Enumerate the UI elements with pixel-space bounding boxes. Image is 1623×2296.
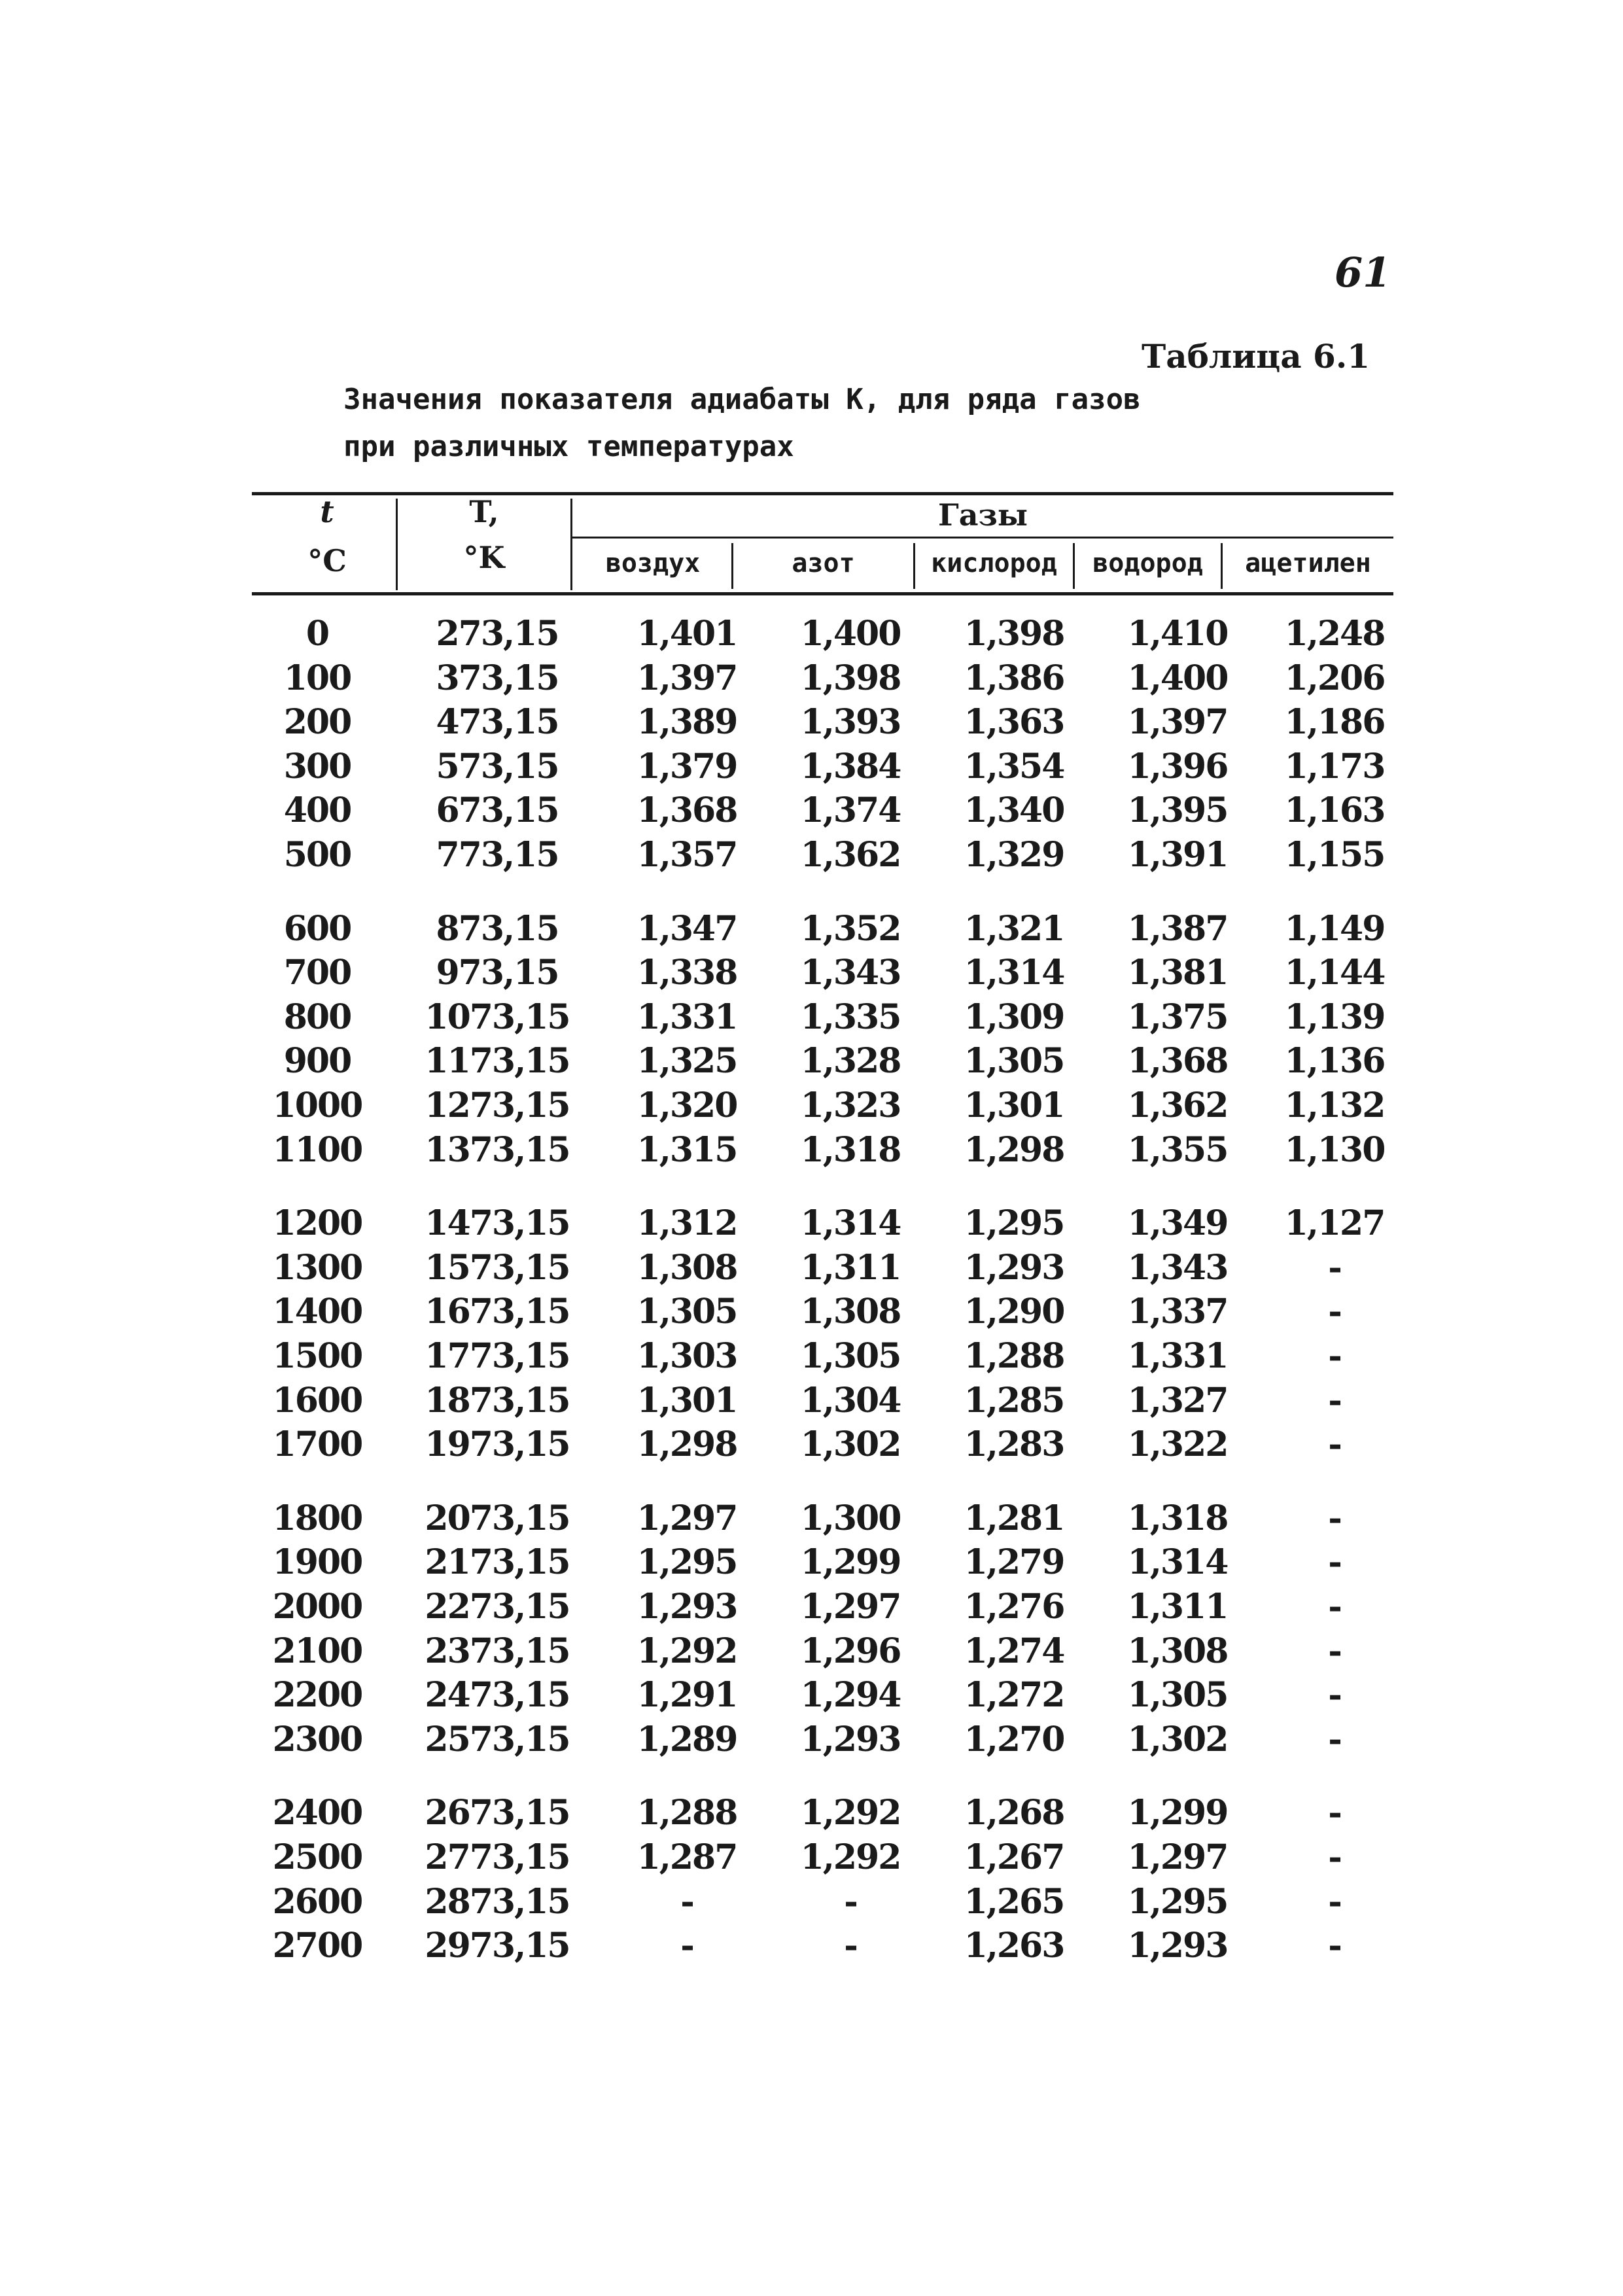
cell-acetylene: 1,127 xyxy=(1284,1203,1385,1244)
cell-air: 1,389 xyxy=(637,702,737,743)
table-row xyxy=(249,1631,1400,1676)
cell-t: 500 xyxy=(283,835,351,875)
table-row xyxy=(249,747,1400,791)
cell-oxygen: 1,398 xyxy=(964,614,1064,654)
header-gas-o2: кислород xyxy=(931,548,1057,578)
table-row xyxy=(249,658,1400,703)
cell-hydrogen: 1,368 xyxy=(1127,1041,1228,1082)
cell-nitrogen: 1,323 xyxy=(800,1086,901,1125)
cell-t: 300 xyxy=(283,746,351,786)
cell-acetylene: - xyxy=(1328,1837,1341,1877)
cell-t: 2400 xyxy=(272,1793,362,1833)
cell-acetylene: - xyxy=(1328,1587,1341,1627)
cell-oxygen: 1,268 xyxy=(964,1793,1064,1833)
cell-t: 400 xyxy=(283,790,351,831)
cell-hydrogen: 1,375 xyxy=(1127,997,1228,1037)
cell-nitrogen: - xyxy=(844,1881,857,1922)
cell-t: 1300 xyxy=(272,1247,362,1288)
cell-hydrogen: 1,355 xyxy=(1127,1129,1228,1170)
cell-T: 2973,15 xyxy=(425,1926,570,1966)
header-gas-c2h2: ацетилен xyxy=(1245,548,1371,578)
cell-air: 1,397 xyxy=(637,658,737,698)
table-row xyxy=(249,1587,1400,1631)
cell-acetylene: 1,173 xyxy=(1284,746,1385,786)
cell-acetylene: - xyxy=(1328,1247,1341,1288)
cell-t: 1400 xyxy=(272,1292,362,1332)
cell-T: 2373,15 xyxy=(425,1631,570,1671)
cell-air: 1,315 xyxy=(637,1129,737,1170)
cell-hydrogen: 1,311 xyxy=(1127,1587,1228,1627)
cell-oxygen: 1,305 xyxy=(964,1041,1064,1082)
cell-acetylene: 1,136 xyxy=(1284,1041,1385,1082)
cell-t: 2500 xyxy=(272,1837,362,1877)
table-row xyxy=(249,1498,1400,1543)
cell-oxygen: 1,340 xyxy=(964,790,1064,831)
cell-T: 2773,15 xyxy=(425,1837,570,1877)
cell-oxygen: 1,267 xyxy=(964,1837,1064,1877)
cell-oxygen: 1,270 xyxy=(964,1719,1064,1759)
cell-oxygen: 1,281 xyxy=(964,1498,1064,1538)
cell-air: 1,357 xyxy=(637,835,737,875)
cell-t: 2100 xyxy=(272,1631,362,1671)
cell-oxygen: 1,298 xyxy=(964,1129,1064,1170)
cell-oxygen: 1,279 xyxy=(964,1542,1064,1583)
cell-hydrogen: 1,381 xyxy=(1127,953,1228,993)
cell-t: 2700 xyxy=(272,1926,362,1966)
cell-hydrogen: 1,396 xyxy=(1127,746,1228,786)
header-gas-h2: водород xyxy=(1092,548,1203,578)
cell-oxygen: 1,321 xyxy=(964,908,1064,949)
cell-nitrogen: 1,352 xyxy=(800,908,901,949)
cell-acetylene: - xyxy=(1328,1926,1341,1966)
cell-nitrogen: 1,292 xyxy=(800,1837,901,1877)
cell-hydrogen: 1,302 xyxy=(1127,1719,1228,1759)
cell-hydrogen: 1,305 xyxy=(1127,1675,1228,1716)
cell-T: 2573,15 xyxy=(425,1719,570,1759)
cell-T: 1273,15 xyxy=(425,1086,570,1125)
header-T-symbol: T, xyxy=(469,494,499,529)
cell-nitrogen: 1,335 xyxy=(800,997,901,1037)
cell-air: 1,368 xyxy=(637,790,737,831)
cell-acetylene: - xyxy=(1328,1380,1341,1421)
table-row xyxy=(249,1292,1400,1336)
cell-hydrogen: 1,293 xyxy=(1127,1926,1228,1966)
cell-nitrogen: 1,299 xyxy=(800,1542,901,1583)
cell-t: 2300 xyxy=(272,1719,362,1759)
cell-oxygen: 1,329 xyxy=(964,835,1064,875)
table-row xyxy=(249,614,1400,658)
cell-air: 1,320 xyxy=(637,1086,737,1125)
cell-acetylene: 1,139 xyxy=(1284,997,1385,1037)
cell-hydrogen: 1,299 xyxy=(1127,1793,1228,1833)
cell-nitrogen: 1,343 xyxy=(800,953,901,993)
cell-nitrogen: 1,302 xyxy=(800,1424,901,1465)
cell-hydrogen: 1,322 xyxy=(1127,1424,1228,1465)
table-row xyxy=(249,1336,1400,1381)
header-gas-air: воздух xyxy=(605,548,701,578)
cell-oxygen: 1,263 xyxy=(964,1926,1064,1966)
cell-hydrogen: 1,410 xyxy=(1127,614,1228,654)
table-row xyxy=(249,909,1400,953)
cell-air: 1,292 xyxy=(637,1631,737,1671)
cell-hydrogen: 1,297 xyxy=(1127,1837,1228,1877)
cell-air: 1,331 xyxy=(637,997,737,1037)
cell-T: 1673,15 xyxy=(425,1292,570,1332)
cell-air: 1,293 xyxy=(637,1587,737,1627)
cell-acetylene: - xyxy=(1328,1542,1341,1583)
header-gases-group: Газы xyxy=(937,497,1028,533)
cell-t: 700 xyxy=(283,953,351,993)
cell-air: 1,401 xyxy=(637,614,737,654)
cell-acetylene: 1,186 xyxy=(1284,702,1385,743)
cell-nitrogen: 1,318 xyxy=(800,1129,901,1170)
cell-T: 1173,15 xyxy=(425,1041,570,1082)
cell-nitrogen: 1,304 xyxy=(800,1380,901,1421)
cell-t: 900 xyxy=(283,1041,351,1082)
cell-oxygen: 1,301 xyxy=(964,1086,1064,1125)
table-row xyxy=(249,1203,1400,1248)
cell-nitrogen: 1,362 xyxy=(800,835,901,875)
cell-t: 800 xyxy=(283,997,351,1037)
cell-t: 2200 xyxy=(272,1675,362,1716)
cell-oxygen: 1,290 xyxy=(964,1292,1064,1332)
cell-acetylene: 1,163 xyxy=(1284,790,1385,831)
cell-air: 1,347 xyxy=(637,908,737,949)
cell-nitrogen: 1,311 xyxy=(800,1247,901,1288)
table-caption: Значения показателя адиабаты К, для ряда газов при различных температурах xyxy=(343,383,1141,463)
cell-t: 200 xyxy=(283,702,351,743)
cell-air: 1,379 xyxy=(637,746,737,786)
table-row xyxy=(249,1926,1400,1970)
cell-oxygen: 1,295 xyxy=(964,1203,1064,1244)
cell-air: 1,308 xyxy=(637,1247,737,1288)
cell-air: 1,303 xyxy=(637,1336,737,1376)
table-row xyxy=(249,1837,1400,1882)
cell-oxygen: 1,363 xyxy=(964,702,1064,743)
cell-T: 1973,15 xyxy=(425,1424,570,1465)
cell-air: 1,305 xyxy=(637,1292,737,1332)
cell-T: 2673,15 xyxy=(425,1793,570,1833)
cell-acetylene: - xyxy=(1328,1424,1341,1465)
cell-t: 600 xyxy=(283,908,351,949)
table-row xyxy=(249,790,1400,835)
cell-nitrogen: 1,314 xyxy=(800,1203,901,1244)
cell-t: 1900 xyxy=(272,1542,362,1583)
cell-acetylene: - xyxy=(1328,1675,1341,1716)
header-T-unit: °K xyxy=(463,540,505,575)
cell-T: 673,15 xyxy=(436,790,559,831)
cell-acetylene: - xyxy=(1328,1498,1341,1538)
cell-acetylene: 1,248 xyxy=(1284,614,1385,654)
cell-t: 100 xyxy=(283,658,351,698)
cell-nitrogen: 1,297 xyxy=(800,1587,901,1627)
page-number: 61 xyxy=(1335,249,1391,296)
cell-T: 2473,15 xyxy=(425,1675,570,1716)
cell-oxygen: 1,288 xyxy=(964,1336,1064,1376)
cell-hydrogen: 1,362 xyxy=(1127,1086,1228,1125)
cell-T: 973,15 xyxy=(436,953,559,993)
cell-air: 1,295 xyxy=(637,1542,737,1583)
cell-nitrogen: 1,398 xyxy=(800,658,901,698)
cell-t: 1800 xyxy=(272,1498,362,1538)
header-gas-n2: азот xyxy=(792,548,855,578)
cell-acetylene: - xyxy=(1328,1881,1341,1922)
cell-nitrogen: - xyxy=(844,1926,857,1966)
cell-nitrogen: 1,400 xyxy=(800,614,901,654)
table-row xyxy=(249,1086,1400,1130)
cell-acetylene: 1,206 xyxy=(1284,658,1385,698)
cell-T: 773,15 xyxy=(436,835,559,875)
cell-acetylene: - xyxy=(1328,1793,1341,1833)
cell-oxygen: 1,309 xyxy=(964,997,1064,1037)
gases-underline xyxy=(572,537,1393,539)
cell-hydrogen: 1,314 xyxy=(1127,1542,1228,1583)
cell-hydrogen: 1,337 xyxy=(1127,1292,1228,1332)
cell-oxygen: 1,276 xyxy=(964,1587,1064,1627)
cell-nitrogen: 1,328 xyxy=(800,1041,901,1082)
cell-T: 573,15 xyxy=(436,746,559,786)
header-sep-t xyxy=(396,499,398,590)
cell-acetylene: 1,132 xyxy=(1284,1086,1385,1125)
cell-hydrogen: 1,308 xyxy=(1127,1631,1228,1671)
cell-T: 2173,15 xyxy=(425,1542,570,1583)
cell-hydrogen: 1,387 xyxy=(1127,908,1228,949)
cell-nitrogen: 1,300 xyxy=(800,1498,901,1538)
cell-T: 473,15 xyxy=(436,702,559,743)
cell-hydrogen: 1,295 xyxy=(1127,1881,1228,1922)
table-row xyxy=(249,997,1400,1042)
cell-oxygen: 1,283 xyxy=(964,1424,1064,1465)
cell-air: 1,325 xyxy=(637,1041,737,1082)
cell-t: 1700 xyxy=(272,1424,362,1465)
table-row xyxy=(249,1882,1400,1926)
cell-T: 1573,15 xyxy=(425,1247,570,1288)
cell-nitrogen: 1,296 xyxy=(800,1631,901,1671)
table-row xyxy=(249,1675,1400,1720)
cell-oxygen: 1,314 xyxy=(964,953,1064,993)
table-row xyxy=(249,1381,1400,1425)
cell-hydrogen: 1,318 xyxy=(1127,1498,1228,1538)
cell-T: 273,15 xyxy=(436,614,559,654)
cell-oxygen: 1,272 xyxy=(964,1675,1064,1716)
cell-t: 1600 xyxy=(272,1380,362,1421)
cell-acetylene: 1,144 xyxy=(1284,953,1385,993)
cell-acetylene: - xyxy=(1328,1292,1341,1332)
cell-hydrogen: 1,400 xyxy=(1127,658,1228,698)
cell-air: 1,287 xyxy=(637,1837,737,1877)
cell-acetylene: - xyxy=(1328,1719,1341,1759)
cell-t: 1000 xyxy=(272,1086,362,1125)
cell-acetylene: 1,130 xyxy=(1284,1129,1385,1170)
cell-oxygen: 1,354 xyxy=(964,746,1064,786)
table-row xyxy=(249,835,1400,879)
cell-nitrogen: 1,308 xyxy=(800,1292,901,1332)
cell-air: 1,312 xyxy=(637,1203,737,1244)
header-t-unit: °C xyxy=(307,543,347,578)
table-row xyxy=(249,702,1400,747)
cell-t: 0 xyxy=(305,614,329,654)
cell-hydrogen: 1,327 xyxy=(1127,1380,1228,1421)
cell-nitrogen: 1,292 xyxy=(800,1793,901,1833)
cell-acetylene: - xyxy=(1328,1631,1341,1671)
cell-T: 1773,15 xyxy=(425,1336,570,1376)
cell-t: 1100 xyxy=(272,1129,362,1170)
cell-T: 2873,15 xyxy=(425,1881,570,1922)
cell-T: 2073,15 xyxy=(425,1498,570,1538)
cell-oxygen: 1,293 xyxy=(964,1247,1064,1288)
cell-t: 1500 xyxy=(272,1336,362,1376)
cell-t: 2600 xyxy=(272,1881,362,1922)
table-row xyxy=(249,1793,1400,1837)
cell-hydrogen: 1,391 xyxy=(1127,835,1228,875)
cell-hydrogen: 1,397 xyxy=(1127,702,1228,743)
cell-nitrogen: 1,374 xyxy=(800,790,901,831)
cell-air: 1,289 xyxy=(637,1719,737,1759)
cell-oxygen: 1,274 xyxy=(964,1631,1064,1671)
cell-air: 1,288 xyxy=(637,1793,737,1833)
header-t-symbol: t xyxy=(320,494,334,529)
cell-nitrogen: 1,384 xyxy=(800,746,901,786)
table-row xyxy=(249,953,1400,997)
cell-hydrogen: 1,349 xyxy=(1127,1203,1228,1244)
table-row xyxy=(249,1130,1400,1174)
cell-air: 1,291 xyxy=(637,1675,737,1716)
cell-air: - xyxy=(680,1926,693,1966)
cell-T: 1073,15 xyxy=(425,997,570,1037)
cell-T: 373,15 xyxy=(436,658,559,698)
table-row xyxy=(249,1542,1400,1587)
cell-air: - xyxy=(680,1881,693,1922)
cell-acetylene: 1,155 xyxy=(1284,835,1385,875)
table-row xyxy=(249,1041,1400,1086)
cell-nitrogen: 1,294 xyxy=(800,1675,901,1716)
cell-air: 1,298 xyxy=(637,1424,737,1465)
cell-hydrogen: 1,331 xyxy=(1127,1336,1228,1376)
cell-hydrogen: 1,343 xyxy=(1127,1247,1228,1288)
cell-hydrogen: 1,395 xyxy=(1127,790,1228,831)
cell-T: 873,15 xyxy=(436,908,559,949)
table-row xyxy=(249,1424,1400,1469)
cell-nitrogen: 1,293 xyxy=(800,1719,901,1759)
cell-T: 1873,15 xyxy=(425,1380,570,1421)
cell-air: 1,338 xyxy=(637,953,737,993)
table-row xyxy=(249,1248,1400,1292)
cell-T: 2273,15 xyxy=(425,1587,570,1627)
table-label: Таблица 6.1 xyxy=(1142,337,1370,376)
cell-air: 1,301 xyxy=(637,1380,737,1421)
cell-nitrogen: 1,305 xyxy=(800,1336,901,1376)
cell-acetylene: 1,149 xyxy=(1284,908,1385,949)
cell-oxygen: 1,265 xyxy=(964,1881,1064,1922)
cell-air: 1,297 xyxy=(637,1498,737,1538)
cell-oxygen: 1,285 xyxy=(964,1380,1064,1421)
header-bottom-rule xyxy=(252,592,1393,595)
cell-oxygen: 1,386 xyxy=(964,658,1064,698)
cell-nitrogen: 1,393 xyxy=(800,702,901,743)
cell-T: 1373,15 xyxy=(425,1129,570,1170)
cell-T: 1473,15 xyxy=(425,1203,570,1244)
table-row xyxy=(249,1720,1400,1764)
cell-t: 1200 xyxy=(272,1203,362,1244)
cell-t: 2000 xyxy=(272,1587,362,1627)
cell-acetylene: - xyxy=(1328,1336,1341,1376)
